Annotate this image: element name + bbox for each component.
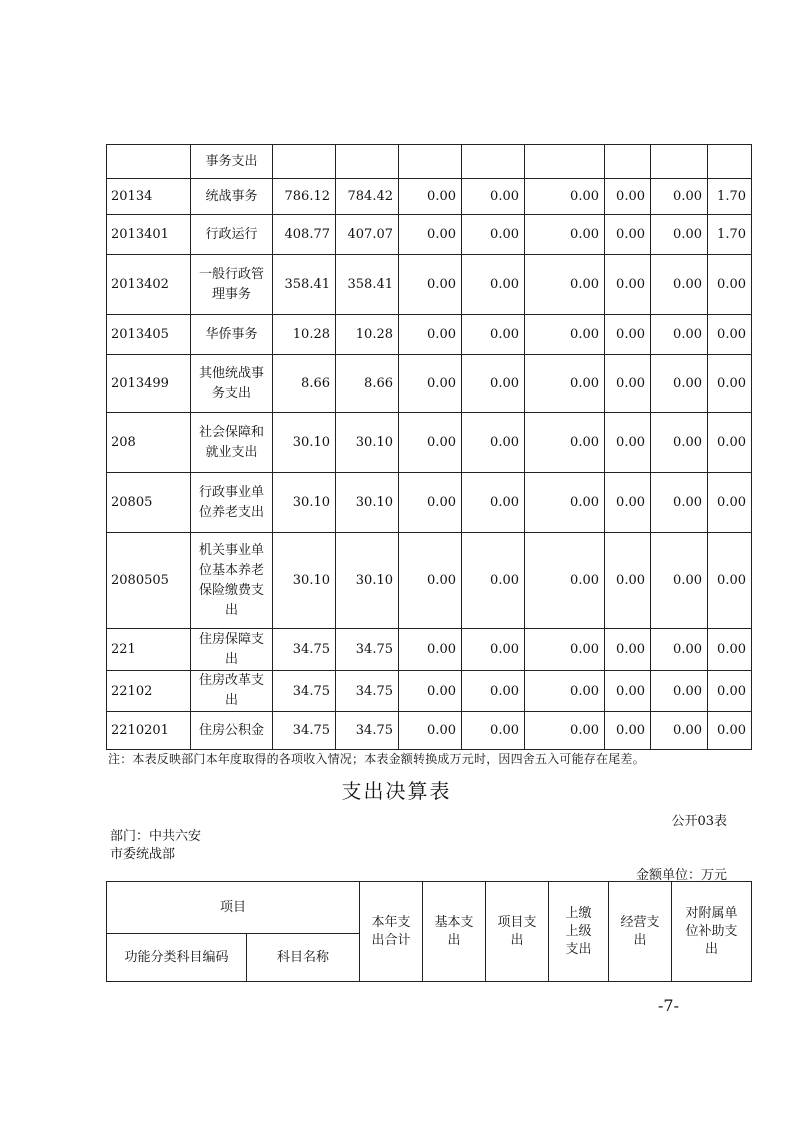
row-value: 10.28 (273, 315, 336, 355)
row-value: 0.00 (651, 315, 708, 355)
row-value: 0.00 (651, 629, 708, 671)
row-code: 20134 (107, 179, 191, 215)
row-value: 30.10 (336, 413, 399, 473)
row-value: 0.00 (399, 215, 462, 255)
row-value: 0.00 (399, 179, 462, 215)
row-value: 408.77 (273, 215, 336, 255)
row-value: 0.00 (605, 355, 651, 413)
row-value: 0.00 (525, 215, 605, 255)
row-value: 0.00 (399, 255, 462, 315)
row-value: 8.66 (336, 355, 399, 413)
row-value: 0.00 (525, 179, 605, 215)
row-value: 34.75 (336, 671, 399, 712)
row-value (605, 145, 651, 179)
row-value: 0.00 (525, 533, 605, 629)
row-value: 34.75 (273, 629, 336, 671)
row-value: 0.00 (651, 255, 708, 315)
row-code (107, 145, 191, 179)
row-value: 10.28 (336, 315, 399, 355)
row-name: 一般行政管理事务 (191, 255, 273, 315)
row-value (462, 145, 525, 179)
table-note: 注：本表反映部门本年度取得的各项收入情况；本表金额转换成万元时，因四舍五入可能存在尾差。 (108, 752, 645, 766)
row-value: 0.00 (462, 473, 525, 533)
row-value: 0.00 (708, 533, 752, 629)
row-value: 0.00 (525, 671, 605, 712)
row-value: 0.00 (651, 473, 708, 533)
row-value (273, 145, 336, 179)
row-code: 2013401 (107, 215, 191, 255)
row-value: 0.00 (399, 473, 462, 533)
row-code: 221 (107, 629, 191, 671)
header-basic: 基本支出 (423, 882, 486, 982)
table-row (107, 215, 752, 255)
row-name: 其他统战事务支出 (191, 355, 273, 413)
row-value: 0.00 (605, 473, 651, 533)
row-value: 0.00 (651, 215, 708, 255)
header-item: 项目 (107, 882, 360, 934)
row-value: 0.00 (399, 533, 462, 629)
row-value (651, 145, 708, 179)
table-row (107, 671, 752, 712)
row-name: 行政事业单位养老支出 (191, 473, 273, 533)
row-value: 0.00 (605, 215, 651, 255)
row-value: 407.07 (336, 215, 399, 255)
row-value: 0.00 (462, 629, 525, 671)
table-row (107, 629, 752, 671)
row-name: 华侨事务 (191, 315, 273, 355)
row-value: 0.00 (605, 179, 651, 215)
row-name: 住房保障支出 (191, 629, 273, 671)
row-value: 0.00 (462, 355, 525, 413)
row-value: 0.00 (525, 629, 605, 671)
row-value: 30.10 (273, 413, 336, 473)
row-code: 2080505 (107, 533, 191, 629)
row-value: 0.00 (605, 413, 651, 473)
row-name: 统战事务 (191, 179, 273, 215)
row-name: 机关事业单位基本养老保险缴费支出 (191, 533, 273, 629)
row-code: 20805 (107, 473, 191, 533)
table-row (107, 179, 752, 215)
row-code: 2013405 (107, 315, 191, 355)
row-value: 358.41 (273, 255, 336, 315)
row-value: 0.00 (399, 671, 462, 712)
row-value: 34.75 (273, 712, 336, 750)
table-row (107, 255, 752, 315)
row-code: 208 (107, 413, 191, 473)
row-value: 0.00 (651, 533, 708, 629)
row-value: 0.00 (399, 413, 462, 473)
row-value: 0.00 (708, 629, 752, 671)
row-value: 0.00 (525, 413, 605, 473)
page-title: 支出决算表 (341, 779, 452, 803)
table-row (107, 413, 752, 473)
row-value: 0.00 (462, 315, 525, 355)
row-code: 22102 (107, 671, 191, 712)
page-number: -7- (658, 996, 679, 1015)
row-value: 0.00 (462, 712, 525, 750)
row-value: 30.10 (273, 533, 336, 629)
row-value: 0.00 (708, 355, 752, 413)
row-value: 0.00 (462, 215, 525, 255)
row-value: 30.10 (336, 533, 399, 629)
row-value: 0.00 (399, 355, 462, 413)
row-value: 0.00 (651, 179, 708, 215)
table-row (107, 473, 752, 533)
table-row (107, 145, 752, 179)
row-value: 0.00 (651, 413, 708, 473)
header-business: 经营支出 (609, 882, 672, 982)
row-value (399, 145, 462, 179)
row-value: 0.00 (605, 255, 651, 315)
row-value: 0.00 (605, 315, 651, 355)
row-value: 0.00 (399, 315, 462, 355)
row-value: 0.00 (525, 255, 605, 315)
row-value: 0.00 (399, 629, 462, 671)
row-value: 0.00 (605, 671, 651, 712)
row-code: 2013499 (107, 355, 191, 413)
row-code: 2210201 (107, 712, 191, 750)
row-value: 0.00 (651, 671, 708, 712)
row-value: 0.00 (462, 533, 525, 629)
row-name: 行政运行 (191, 215, 273, 255)
header-upper: 上缴上级支出 (549, 882, 609, 982)
row-value: 0.00 (708, 473, 752, 533)
row-value: 0.00 (525, 712, 605, 750)
table-row (107, 533, 752, 629)
header-project: 项目支出 (486, 882, 549, 982)
row-value: 30.10 (336, 473, 399, 533)
row-code: 2013402 (107, 255, 191, 315)
department-label: 部门：中共六安市委统战部 (110, 829, 202, 862)
row-value: 0.00 (605, 629, 651, 671)
header-name: 科目名称 (247, 934, 360, 982)
row-value: 30.10 (273, 473, 336, 533)
row-value: 0.00 (708, 315, 752, 355)
row-value: 0.00 (708, 413, 752, 473)
row-value: 34.75 (273, 671, 336, 712)
row-value: 1.70 (708, 179, 752, 215)
row-value: 0.00 (651, 712, 708, 750)
row-value: 0.00 (651, 355, 708, 413)
row-name: 事务支出 (191, 145, 273, 179)
row-value: 786.12 (273, 179, 336, 215)
header-subsidy: 对附属单位补助支出 (672, 882, 752, 982)
table-number: 公开03表 (671, 814, 727, 829)
row-value: 1.70 (708, 215, 752, 255)
row-value: 0.00 (462, 255, 525, 315)
row-value (525, 145, 605, 179)
row-value (336, 145, 399, 179)
row-value: 0.00 (462, 179, 525, 215)
row-value: 0.00 (605, 533, 651, 629)
header-total: 本年支出合计 (360, 882, 423, 982)
row-value: 0.00 (399, 712, 462, 750)
amount-unit: 金额单位：万元 (635, 868, 727, 883)
row-value: 0.00 (708, 671, 752, 712)
row-name: 住房改革支出 (191, 671, 273, 712)
row-value: 34.75 (336, 629, 399, 671)
row-value: 784.42 (336, 179, 399, 215)
header-code: 功能分类科目编码 (107, 934, 247, 982)
row-value: 0.00 (462, 413, 525, 473)
table-row (107, 355, 752, 413)
row-value (708, 145, 752, 179)
row-value: 0.00 (708, 255, 752, 315)
table-row (107, 315, 752, 355)
row-value: 358.41 (336, 255, 399, 315)
row-name: 住房公积金 (191, 712, 273, 750)
row-value: 34.75 (336, 712, 399, 750)
row-value: 8.66 (273, 355, 336, 413)
row-name: 社会保障和就业支出 (191, 413, 273, 473)
income-table (106, 144, 752, 750)
row-value: 0.00 (525, 355, 605, 413)
row-value: 0.00 (462, 671, 525, 712)
row-value: 0.00 (708, 712, 752, 750)
row-value: 0.00 (605, 712, 651, 750)
expense-header-table (106, 881, 752, 982)
table-row (107, 712, 752, 750)
row-value: 0.00 (525, 473, 605, 533)
row-value: 0.00 (525, 315, 605, 355)
